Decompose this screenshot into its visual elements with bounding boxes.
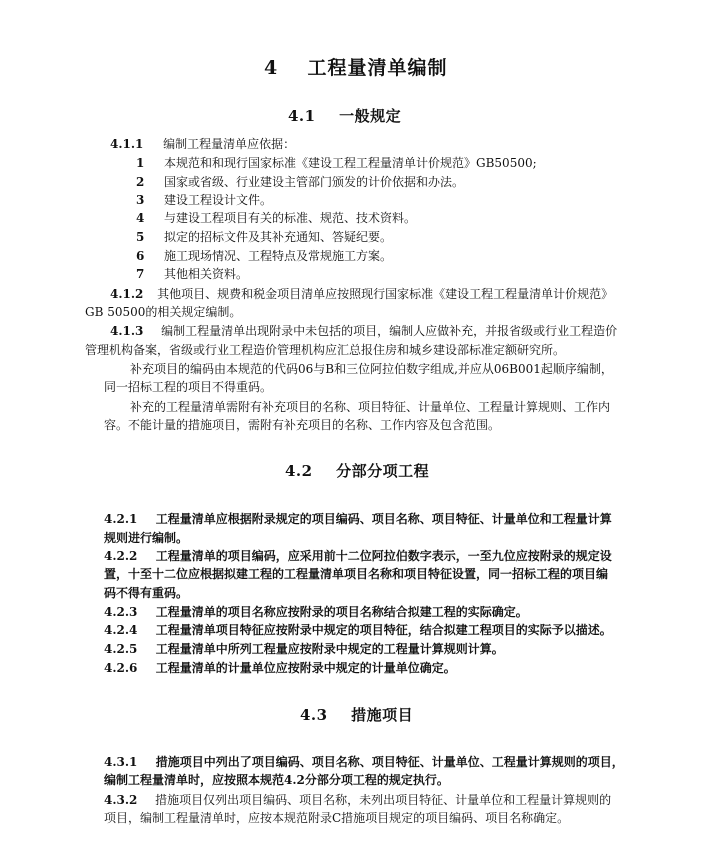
list-item-text: 建设工程设计文件。 (164, 193, 273, 207)
clause-text: 工程量清单中所列工程量应按附录中规定的工程量计算规则计算。 (155, 642, 504, 656)
clause-4-2-2 (104, 548, 612, 564)
list-item (136, 210, 416, 226)
clause-number: 4.1.2 (110, 287, 144, 301)
list-item-text: 其他相关资料。 (164, 267, 249, 281)
clause-4-2-5 (104, 641, 504, 657)
list-item-number: 6 (136, 249, 145, 263)
list-item-text: 施工现场情况、工程特点及常规施工方案。 (164, 249, 393, 263)
clause-4-3-2-continued: 项目，编制工程量清单时，应按本规范附录C措施项目规定的项目编码、项目名称确定。 (104, 811, 570, 825)
list-item-number: 2 (136, 175, 145, 189)
clause-4-3-1 (104, 754, 624, 770)
list-item (136, 174, 464, 190)
section-heading-4-3 (300, 705, 413, 725)
clause-text: 工程量清单应根据附录规定的项目编码、项目名称、项目特征、计量单位和工程量计算 (155, 512, 612, 526)
paragraph-line: 同一招标工程的项目不得重码。 (104, 380, 273, 394)
list-item-number: 4 (136, 211, 145, 225)
paragraph-line: 容。不能计量的措施项目，需附有补充项目的名称、工作内容及包含范围。 (104, 418, 501, 432)
list-item (136, 155, 537, 171)
clause-4-1-2 (110, 286, 613, 302)
section-heading-4-1 (288, 106, 401, 126)
clause-4-2-3 (104, 604, 528, 620)
list-item-text: 国家或省级、行业建设主管部门颁发的计价依据和办法。 (164, 175, 465, 189)
list-item (136, 192, 272, 208)
list-item (136, 266, 248, 282)
chapter-title-text: 工程量清单编制 (307, 57, 448, 79)
paragraph-line: 补充项目的编码由本规范的代码06与B和三位阿拉伯数字组成,并应从06B001起顺序编制， (130, 362, 613, 376)
list-item-number: 5 (136, 230, 145, 244)
clause-4-1-1 (110, 136, 295, 152)
clause-number: 4.1.3 (110, 324, 144, 338)
clause-number: 4.1.1 (110, 137, 144, 151)
clause-number: 4.3.1 (104, 755, 138, 769)
list-item (136, 229, 392, 245)
clause-text: 编制工程量清单出现附录中未包括的项目，编制人应做补充，并报省级或行业工程造价 (161, 324, 618, 338)
clause-text: 工程量清单的计量单位应按附录中规定的计量单位确定。 (155, 661, 456, 675)
clause-number: 4.2.5 (104, 642, 138, 656)
clause-4-1-3-continued: 管理机构备案，省级或行业工程造价管理机构应汇总报住房和城乡建设部标准定额研究所。 (85, 343, 566, 357)
section-title: 措施项目 (351, 706, 414, 724)
clause-text: 编制工程量清单应依据： (163, 137, 296, 151)
clause-text: 工程量清单的项目名称应按附录的项目名称结合拟建工程的实际确定。 (155, 605, 528, 619)
clause-text: 措施项目仅列出项目编码、项目名称，未列出项目特征、计量单位和工程量计算规则的 (155, 793, 612, 807)
clause-number: 4.3.2 (104, 793, 138, 807)
clause-4-2-1-continued: 规则进行编制。 (104, 531, 189, 545)
section-number: 4.3 (300, 706, 328, 724)
clause-number: 4.2.4 (104, 623, 138, 637)
list-item-text: 拟定的招标文件及其补充通知、答疑纪要。 (164, 230, 393, 244)
clause-4-3-2 (104, 792, 611, 808)
clause-4-2-2-continued: 置，十至十二位应根据拟建工程的工程量清单项目名称和项目特征设置，同一招标工程的项目编 (104, 567, 609, 581)
clause-4-1-3 (110, 323, 617, 339)
list-item-text: 与建设工程项目有关的标准、规范、技术资料。 (164, 211, 417, 225)
list-item-text: 本规范和和现行国家标准《建设工程工程量清单计价规范》GB50500; (164, 156, 537, 170)
clause-4-2-1 (104, 511, 612, 527)
list-item (136, 248, 392, 264)
list-item-number: 3 (136, 193, 145, 207)
list-item-number: 7 (136, 267, 145, 281)
clause-4-3-1-continued: 编制工程量清单时，应按照本规范4.2分部分项工程的规定执行。 (104, 773, 449, 787)
clause-number: 4.2.3 (104, 605, 138, 619)
clause-number: 4.2.6 (104, 661, 138, 675)
clause-4-2-4 (104, 622, 612, 638)
clause-number: 4.2.1 (104, 512, 138, 526)
clause-4-2-2-continued: 码不得有重码。 (104, 586, 189, 600)
clause-text: 工程量清单项目特征应按附录中规定的项目特征，结合拟建工程项目的实际予以描述。 (155, 623, 612, 637)
clause-text: 其他项目、规费和税金项目清单应按照现行国家标准《建设工程工程量清单计价规范》 (157, 287, 614, 301)
clause-number: 4.2.2 (104, 549, 138, 563)
clause-text: 工程量清单的项目编码，应采用前十二位阿拉伯数字表示，一至九位应按附录的规定设 (155, 549, 612, 563)
clause-4-1-2-continued: GB 50500的相关规定编制。 (85, 305, 242, 319)
list-item-number: 1 (136, 156, 145, 170)
chapter-title (264, 56, 448, 80)
section-number: 4.2 (285, 462, 313, 480)
section-heading-4-2 (285, 461, 429, 481)
section-number: 4.1 (288, 107, 316, 125)
chapter-number: 4 (264, 57, 279, 79)
clause-4-2-6 (104, 660, 456, 676)
section-title: 一般规定 (339, 107, 402, 125)
section-title: 分部分项工程 (336, 462, 430, 480)
paragraph-line: 补充的工程量清单需附有补充项目的名称、项目特征、计量单位、工程量计算规则、工作内 (130, 400, 611, 414)
clause-text: 措施项目中列出了项目编码、项目名称、项目特征、计量单位、工程量计算规则的项目， (155, 755, 624, 769)
